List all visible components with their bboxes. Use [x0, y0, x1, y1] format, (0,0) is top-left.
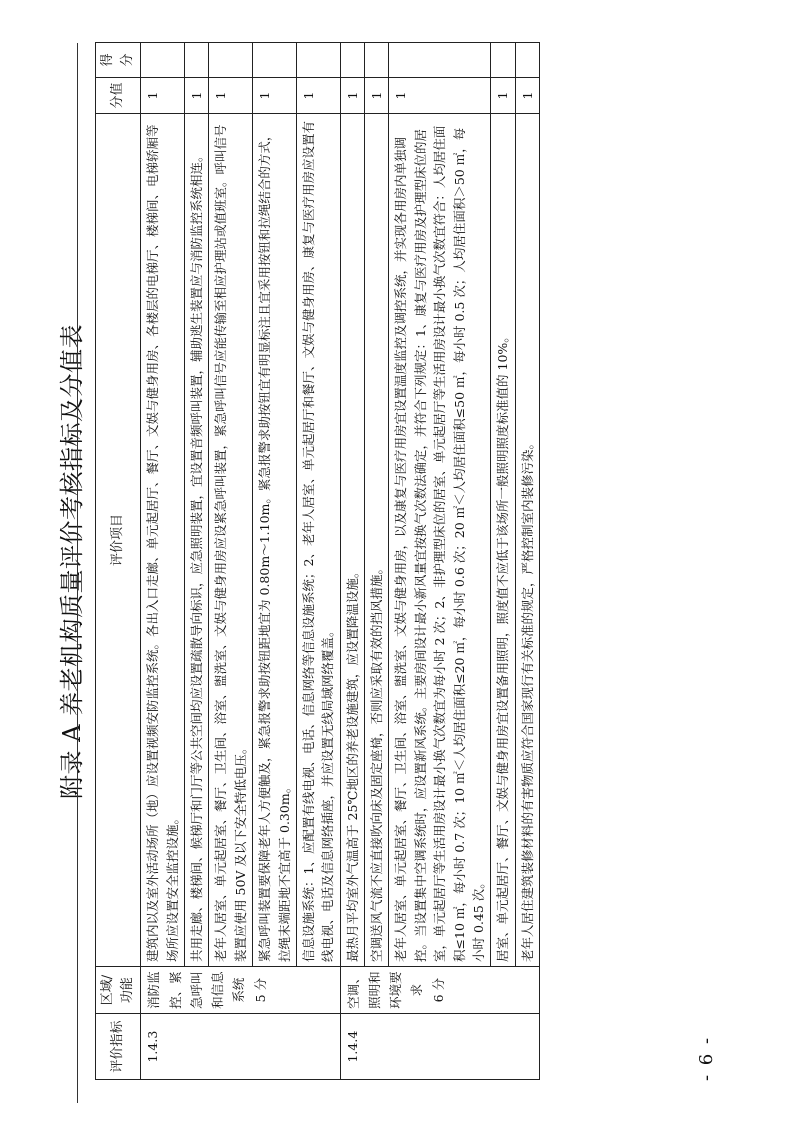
page-title: 附录 A 养老机构质量评价考核指标及分值表: [58, 323, 86, 800]
table-row: [296, 43, 340, 1080]
score-value: 1: [253, 77, 297, 113]
item-text: 最热月平均室外气温高于 25℃地区的养老设施建筑，应设置降温设施。: [340, 113, 364, 966]
evaluation-table: [95, 42, 540, 1080]
got-score-cell[interactable]: [209, 43, 253, 78]
score-value: 1: [141, 77, 185, 113]
table-row: [340, 43, 364, 1080]
table-row: [491, 43, 515, 1080]
table-row: [141, 43, 185, 1080]
header-area: 区域/功能: [96, 966, 141, 1013]
got-score-cell[interactable]: [515, 43, 539, 78]
item-text: 老年人居室、单元起居室、餐厅、卫生间、浴室、盥洗室、文娱与健身用房，以及康复与医疗用房宜设置温度监控及调控系统，并实现各用房内单独调控。当设置集中空调系统时，应设置新风系统。主要房间设计最小新风量宜按换气次数法确定，并符合下列规定：1、康复与医疗用房及护理型床位的居室，单元起居厅等生活用房设计最小换气次数宜为每小时 2 次；2、非护理型床位的居室、单元起居厅等生活用房设计最小换气次数宜符合：人均居住面积≤10 ㎡，每小时 0.7 次；10 ㎡＜人均居住面积≤20 ㎡，每小时 0.6 次；20 ㎡＜人均居住面积≤50 ㎡，每小时 0.5 次；人均居住面积＞50 ㎡，每小时 0.45 次。: [389, 113, 491, 966]
score-value: 1: [491, 77, 515, 113]
got-score-cell[interactable]: [491, 43, 515, 78]
header-rule: [77, 43, 78, 1103]
item-text: 老年人居住建筑装修材料的有害物质应符合国家现行有关标准的规定，严格控制室内装修污染。: [515, 113, 539, 966]
got-score-cell[interactable]: [296, 43, 340, 78]
item-text: 共用走廊、楼梯间、候梯厅和门厅等公共空间均应设置疏散导向标识，应急照明装置，宜设置音频呼叫装置，辅助逃生装置应与消防监控系统相连。: [185, 113, 209, 966]
item-text: 信息设施系统：1、应配置有线电视、电话、信息网络等信息设施系统；2、老年人居室、单元起居厅和餐厅、文娱与健身用房、康复与医疗用房应设置有线电视、电话及信息网络插座，并应设置无线局域网络覆盖。: [296, 113, 340, 966]
item-text: 居室、单元起居厅、餐厅、文娱与健身用房宜设置备用照明，照度值不应低于该场所一般照明照度标准值的 10%。: [491, 113, 515, 966]
score-value: 1: [209, 77, 253, 113]
table-row: [515, 43, 539, 1080]
indicator-code: 1.4.4: [340, 1014, 539, 1080]
item-text: 建筑内以及室外活动场所（地）应设置视频安防监控系统。各出入口走廊、单元起居厅、餐厅、文娱与健身用房、各楼层的电梯厅、楼梯间、电梯轿厢等场所应设置安全监控设施。: [141, 113, 185, 966]
score-value: 1: [515, 77, 539, 113]
header-indicator: 评价指标: [96, 1014, 141, 1080]
score-value: 1: [340, 77, 364, 113]
page-number: - 6 -: [696, 1035, 717, 1081]
table-row: [253, 43, 297, 1080]
got-score-cell[interactable]: [141, 43, 185, 78]
item-text: 紧急呼叫装置要保障老年人方便触及，紧急报警求助按钮距地宜为 0.80m～1.10m。紧急报警求助按钮宜有明显标注且宜采用按钮和拉绳结合的方式，拉绳末端距地不宜高于 0.30m。: [253, 113, 297, 966]
score-value: 1: [365, 77, 389, 113]
got-score-cell[interactable]: [253, 43, 297, 78]
area-cell: 消防监 控、紧 急呼叫 和信息 系统 5 分: [141, 966, 340, 1013]
header-score: 分值: [96, 77, 141, 113]
item-text: 老年人居室、单元起居室、餐厅、卫生间、浴室、盥洗室、文娱与健身用房应设紧急呼叫装置，紧急呼叫信号应能传输至相应护理站或值班室。呼叫信号装置应使用 50V 及以下安全特低电压。: [209, 113, 253, 966]
score-value: 1: [389, 77, 491, 113]
table-row: [185, 43, 209, 1080]
table-row: [389, 43, 491, 1080]
got-score-cell[interactable]: [365, 43, 389, 78]
header-got: 得分: [96, 43, 141, 78]
table-row: [365, 43, 389, 1080]
score-value: 1: [296, 77, 340, 113]
table-row: [209, 43, 253, 1080]
got-score-cell[interactable]: [185, 43, 209, 78]
got-score-cell[interactable]: [389, 43, 491, 78]
indicator-code: 1.4.3: [141, 1014, 340, 1080]
area-cell: 空调、 照明和 环境要 求 6 分: [340, 966, 539, 1013]
item-text: 空调送风气流不应直接吹向床及固定座椅，否则应采取有效的挡风措施。: [365, 113, 389, 966]
header-item: 评价项目: [96, 113, 141, 966]
table-header-row: [96, 43, 141, 1080]
score-value: 1: [185, 77, 209, 113]
got-score-cell[interactable]: [340, 43, 364, 78]
